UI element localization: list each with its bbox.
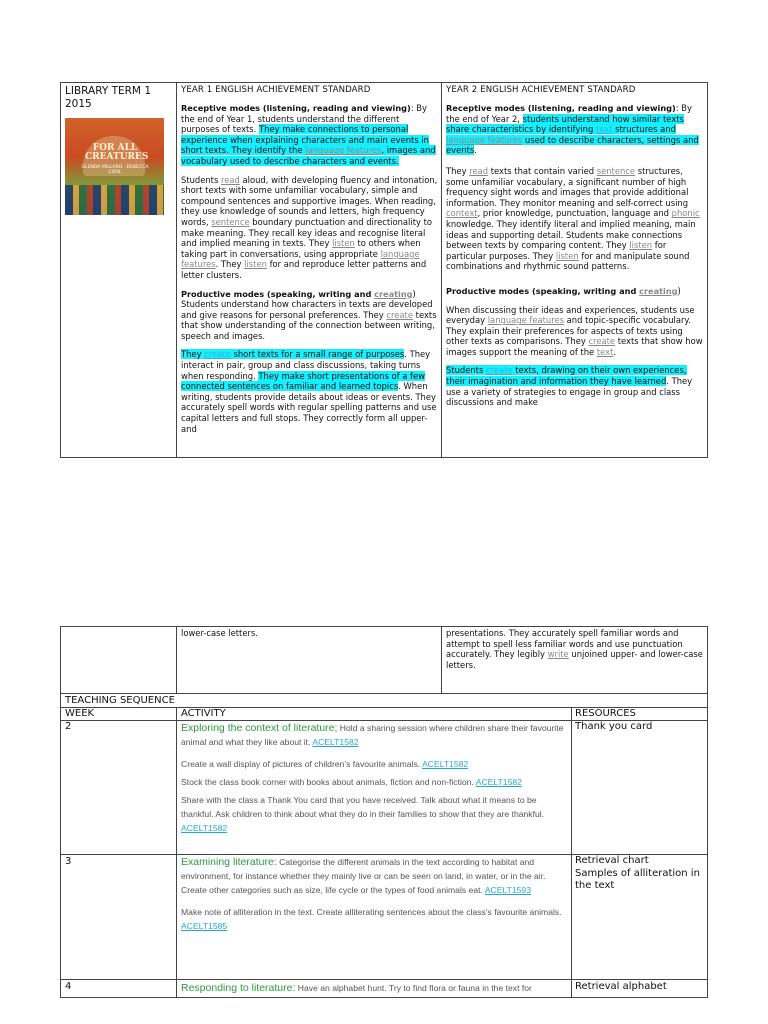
year2-continuation-text: presentations. They accurately spell familiar words and attempt to spell less familiar words and use punctuation accurately. They legibly write unjoined upper- and lower-case letters. (446, 628, 703, 670)
activity-cell-week-2 (181, 721, 566, 835)
resource-item: Retrieval alphabet (575, 981, 667, 992)
glossary-link[interactable]: create (486, 365, 513, 376)
glossary-link[interactable]: sentence (211, 216, 250, 227)
book-cover-title: FOR ALL CREATURES (85, 143, 149, 162)
week-column-header: WEEK (65, 708, 95, 719)
activity-cell-week-4 (181, 981, 566, 995)
resource-item: Thank you card (575, 721, 653, 732)
glossary-link[interactable]: language features (446, 134, 523, 145)
glossary-link[interactable]: creating (374, 288, 413, 299)
glossary-link[interactable]: text (595, 124, 613, 135)
column-divider (441, 83, 442, 457)
column-divider (176, 707, 177, 997)
year2-speaking-paragraph: When discussing their ideas and experiences, students use everyday language features and topic-specific vocabulary. They explain their preferences for aspects of texts using other texts as comparisons. They create texts that show how images support the meaning of the text. (446, 304, 703, 357)
year2-heading: YEAR 2 ENGLISH ACHIEVEMENT STANDARD (446, 85, 636, 95)
glossary-link[interactable]: create (588, 336, 616, 347)
activity-paragraph: Create a wall display of pictures of children’s favourite animals. ACELT1582 (181, 759, 469, 769)
teaching-sequence-title: TEACHING SEQUENCE (65, 695, 175, 706)
year2-continuation-cell (446, 628, 704, 670)
book-cover-author: GLENDA MILLARD · REBECCA COOL (81, 165, 149, 175)
glossary-link[interactable]: listen (629, 240, 653, 251)
resources-cell-week-2 (575, 721, 705, 734)
activity-title: Examining literature: (181, 856, 277, 868)
book-cover-image (65, 118, 164, 215)
year1-continuation-cell (181, 628, 438, 639)
library-term-cell (65, 85, 173, 111)
year1-standard-cell (181, 85, 438, 434)
glossary-link[interactable]: read (221, 174, 240, 185)
activity-title: Exploring the context of literature; (181, 722, 338, 734)
glossary-link[interactable]: listen (555, 250, 579, 261)
standards-continuation-table (60, 626, 708, 694)
curriculum-code-link[interactable]: ACELT1585 (181, 921, 228, 931)
week-number: 2 (65, 721, 72, 732)
resource-item: Retrieval chart (575, 855, 649, 866)
glossary-link[interactable]: context (446, 208, 478, 219)
column-divider (176, 627, 177, 693)
year1-receptive-paragraph: Receptive modes (listening, reading and viewing): By the end of Year 1, students understand the different purposes of texts. They make connections to personal experience when explaining characters and main events in short texts. They identify the language features, images and vocabulary used to describe characters and events. (181, 103, 436, 166)
glossary-link[interactable]: phonic (671, 208, 700, 219)
document-page-2 (0, 540, 768, 1024)
year2-reading-paragraph: They read texts that contain varied sentence structures, some unfamiliar vocabulary, a significant number of high frequency sight words and images that provide additional information. They monitor meaning and self-correct using context, prior knowledge, punctuation, language and phonic knowledge. They identify literal and implied meaning, main ideas and supporting detail. Students make connections between texts by comparing content. They listen for particular purposes. They listen for and manipulate sound combinations and rhythmic sound patterns. (446, 165, 700, 272)
year1-productive-paragraph: Productive modes (speaking, writing and creating) Students understand how characters in texts are developed and give reasons for personal preferences. They create texts that show understanding of the connection between writing, speech and images. (181, 288, 437, 341)
week-number: 4 (65, 981, 72, 992)
curriculum-code-link[interactable]: ACELT1582 (312, 737, 359, 747)
activity-column-header: ACTIVITY (181, 708, 226, 719)
glossary-link[interactable]: read (469, 165, 489, 176)
glossary-link[interactable]: sentence (596, 165, 636, 176)
curriculum-code-link[interactable]: ACELT1582 (181, 823, 228, 833)
column-divider (571, 707, 572, 997)
year1-heading: YEAR 1 ENGLISH ACHIEVEMENT STANDARD (181, 85, 371, 95)
library-year: 2015 (65, 98, 92, 110)
week-number: 3 (65, 856, 72, 867)
year2-receptive-paragraph: Receptive modes (listening, reading and viewing): By the end of Year 2, students understand how similar texts share characteristics by identifying text structures and language features used to describe characters, settings and events. (446, 103, 699, 156)
activity-intro: Responding to literature: Have an alphabet hunt. Try to find flora or fauna in the text for (181, 982, 532, 994)
row-divider (61, 979, 707, 980)
teaching-sequence-table (60, 693, 708, 998)
resources-cell-week-4 (575, 981, 705, 994)
curriculum-code-link[interactable]: ACELT1593 (484, 885, 531, 895)
year2-standard-cell (446, 85, 704, 408)
resource-item: Samples of alliteration in the text (575, 867, 700, 891)
glossary-link[interactable]: language features (305, 145, 382, 156)
glossary-link[interactable]: language features (181, 248, 420, 270)
resources-cell-week-3 (575, 855, 705, 893)
curriculum-code-link[interactable]: ACELT1582 (422, 759, 469, 769)
activity-title: Responding to literature: (181, 982, 296, 994)
year1-reading-paragraph: Students read aloud, with developing fluency and intonation, short texts with some unfamiliar vocabulary, simple and compound sentences and supportive images. When reading, they use knowledge of sounds and letters, high frequency words, sentence boundary punctuation and directionality to make meaning. They recall key ideas and recognise literal and implied meaning in texts. They listen to others when taking part in conversations, using appropriate language features. They listen for and reproduce letter patterns and letter clusters. (181, 174, 438, 280)
column-divider (176, 83, 177, 457)
curriculum-code-link[interactable]: ACELT1582 (475, 777, 522, 787)
year2-writing-paragraph: Students create texts, drawing on their own experiences, their imagination and information they have learned. They use a variety of strategies to engage in group and class discussions and make (446, 365, 693, 408)
glossary-link[interactable]: listen (332, 238, 355, 249)
glossary-link[interactable]: write (547, 649, 569, 660)
glossary-link[interactable]: language features (487, 315, 564, 326)
year1-continuation-text: lower-case letters. (181, 628, 258, 638)
page-break (0, 520, 768, 540)
library-title: LIBRARY TERM 1 (65, 85, 151, 97)
glossary-link[interactable]: text (596, 346, 614, 357)
resources-column-header: RESOURCES (575, 708, 636, 719)
glossary-link[interactable]: creating (639, 285, 678, 296)
cover-animals-illustration (65, 185, 164, 215)
year2-productive-heading: Productive modes (speaking, writing and creating) (446, 285, 681, 296)
activity-intro: Exploring the context of literature; Hold a sharing session where children share their favourite animal and what they like about it. ACELT1582 (181, 722, 564, 747)
column-divider (441, 627, 442, 693)
glossary-link[interactable]: create (204, 349, 231, 360)
glossary-link[interactable]: listen (244, 259, 267, 270)
activity-paragraph: Make note of alliteration in the text. Create alliterating sentences about the class’s favourite animals. ACELT1585 (181, 907, 562, 931)
activity-paragraph: Stock the class book corner with books about animals, fiction and non-fiction. ACELT1582 (181, 777, 522, 787)
year1-writing-paragraph: They create short texts for a small range of purposes. They interact in pair, group and class discussions, taking turns when responding. They make short presentations of a few connected sentences on familiar and learned topics. When writing, students provide details about ideas or events. They accurately spell words with regular spelling patterns and use capital letters and full stops. They correctly form all upper- and (181, 349, 437, 434)
activity-intro: Examining literature: Categorise the different animals in the text according to habitat and environment, for instance whether they mainly live or can be seen on land, in water, or in the air. Create other categories such as size, life cycle or the types of food animals eat. ACELT1593 (181, 856, 546, 895)
activity-cell-week-3 (181, 855, 566, 933)
glossary-link[interactable]: create (386, 309, 413, 320)
activity-paragraph: Share with the class a Thank You card that you have received. Talk about what it means to be thankful. Ask children to think about what they do in their families to show that they are thankful. ACELT1582 (181, 795, 545, 833)
